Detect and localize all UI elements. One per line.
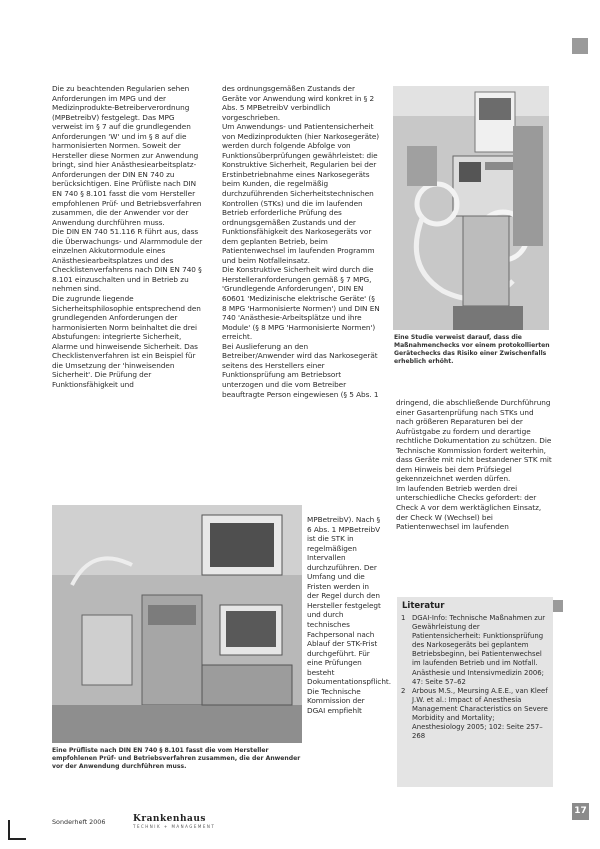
literature-item-number: 2: [401, 686, 406, 695]
text-column-3: [396, 398, 552, 532]
paragraph: Die zugrunde liegende Sicherheitsphilosophie entsprechend den grundlegenden Anforderungen der harmonisierten Norm beinhaltet die drei Abstufungen: integrierte Sicherheit, Alarme und hinweisende Sicherheit. Das Checklistenverfahren ist ein Beispiel für die Umsetzung der 'hinweisenden Sicherheit'. Die Prüfung der Funktionsfähigkeit und: [52, 294, 201, 389]
footer-brand-logo: Krankenhaus: [133, 814, 206, 824]
paragraph: Die zu beachtenden Regularien sehen Anforderungen im MPG und der Medizinprodukte-Betreiberverordnung (MPBetreibV) festgelegt. Das MPG verweist im § 7 auf die grundlegenden Anforderungen 'W' und im § 8 auf die harmonisierten Normen. Soweit der Hersteller diese Normen zur Anwendung bringt, sind hier Anästhesiearbeitsplatz-Anforderungen der DIN EN 740 zu berücksichtigen. Eine Prüfliste nach DIN EN 740 § 8.101 fasst die vom Hersteller empfohlenen Prüf- und Betriebsverfahren zusammen, die der Anwender vor der Anwendung durchführen muss.: [52, 84, 202, 227]
photo-caption-top: Eine Studie verweist darauf, dass die Maßnahmenchecks vor einem protokollierten Gerätechecks das Risiko einer Zwischenfalls erheblich erhöht.: [394, 334, 550, 365]
crop-mark: [8, 820, 10, 840]
page-number: 17: [572, 803, 589, 820]
paragraph: Die Konstruktive Sicherheit wird durch die Herstelleranforderungen gemäß § 7 MPG, 'Grundlegende Anforderungen', DIN EN 60601 'Medizinische elektrische Geräte' (§ 8 MPG 'Harmonisierte Normen') und DIN EN 740 'Anästhesie-Arbeitsplätze und ihre Module' (§ 8 MPG 'Harmonisierte Normen') erreicht.: [222, 265, 380, 342]
paragraph: Im laufenden Betrieb werden drei unterschiedliche Checks gefordert: der Check A vor dem werktäglichen Einsatz, der Check W (Wechsel) bei Patientenwechsel im laufenden: [396, 483, 542, 532]
footer-brand-subtitle: TECHNIK + MANAGEMENT: [133, 824, 216, 829]
paragraph: MPBetreibV). Nach § 6 Abs. 1 MPBetreibV ist die STK in regelmäßigen Intervallen durchzuführen. Der Umfang und die Fristen werden in der Regel durch den Hersteller festgelegt und durch technisches Fachpersonal nach Ablauf der STK-Frist durchgeführt. Für eine Prüfungen besteht Dokumentationspflicht. Die Technische Kommission der DGAI empfiehlt: [307, 515, 392, 715]
anesthesia-machine-photo: [393, 86, 549, 330]
text-column-2-continued: [307, 515, 392, 715]
footer-issue: Sonderheft 2006: [52, 818, 106, 826]
anesthesia-machine-illustration: [393, 86, 549, 330]
paragraph: Bei Auslieferung an den Betreiber/Anwender wird das Narkosegerät seitens des Herstellers einer Funktionsprüfung am Betriebsort unterzogen und die vom Betreiber beauftragte Person eingewiesen (§ 5 Abs. 1: [222, 341, 379, 399]
literature-item: [401, 614, 549, 687]
literature-item: [401, 687, 549, 742]
literature-marker: [553, 600, 563, 612]
text-column-2: [222, 84, 380, 399]
literature-item-text: Arbous M.S., Meursing A.E.E., van Kleef J.W. et al.: Impact of Anesthesia Management Characteristics on Severe Morbidity and Mortality; Anesthesiology 2005; 102: Seite 257–268: [412, 686, 548, 741]
literature-item-text: DGAI-Info: Technische Maßnahmen zur Gewährleistung der Patientensicherheit: Funktionsprüfung des Narkosegeräts bei geplantem Betriebsbeginn, bei Patientenwechsel im laufenden Betrieb und im Notfall. Anästhesie und Intensivmedizin 2006; 47: Seite 57–62: [412, 614, 546, 686]
anesthesia-workstation-illustration: [52, 505, 302, 743]
literature-title: Literatur: [402, 601, 445, 611]
text-column-1: [52, 84, 207, 390]
paragraph: Die DIN EN 740 51.116 R führt aus, dass die Überwachungs- und Alarmmodule der einzelnen Akkutormodule eines Anästhesiearbeitsplatzes und des Checklistenverfahrens nach DIN EN 740 § 8.101 einzuschalten und in Betrieb zu nehmen sind.: [52, 227, 203, 294]
literature-box: [397, 597, 553, 787]
paragraph: Um Anwendungs- und Patientensicherheit von Medizinprodukten (hier Narkosegeräte) werden durch folgende Abfolge von Funktionsüberprüfungen gewährleistet: die Konstruktive Sicherheit, Regularien bei der Erstinbetriebnahme eines Narkosegeräts beim Kunden, die regelmäßig durchzuführenden Sicherheitstechnischen Kontrollen (STKs) und die im laufenden Betrieb erforderliche Prüfung des ordnungsgemäßen Zustands und der Funktionsfähigkeit des Narkosegeräts vor dem geplanten Betrieb, beim Patientenwechsel im laufenden Programm und beim Notfalleinsatz.: [222, 122, 380, 265]
literature-item-number: 1: [401, 614, 406, 622]
paragraph: dringend, die abschließende Durchführung einer Gasartenprüfung nach STKs und nach größeren Reparaturen bei der Aufrüstgabe zu fordern und derartige rechtliche Dokumentation zu schützen. Die Technische Kommission fordert weiterhin, dass Geräte mit nicht bestandener STK mit dem Hinweis bei dem Prüfsiegel gekennzeichnet werden dürfen.: [396, 398, 552, 484]
anesthesia-workstation-photo: [52, 505, 302, 743]
literature-list: [401, 614, 549, 741]
photo-caption-bottom: Eine Prüfliste nach DIN EN 740 § 8.101 fasst die vom Hersteller empfohlenen Prüf- und Betriebsverfahren zusammen, die der Anwender vor der Anwendung durchführen muss.: [52, 747, 301, 770]
sidebar-marker: [572, 38, 588, 54]
crop-mark: [8, 838, 26, 840]
paragraph: des ordnungsgemäßen Zustands der Geräte vor Anwendung wird konkret in § 2 Abs. 5 MPBetreibV verbindlich vorgeschrieben.: [222, 84, 375, 122]
